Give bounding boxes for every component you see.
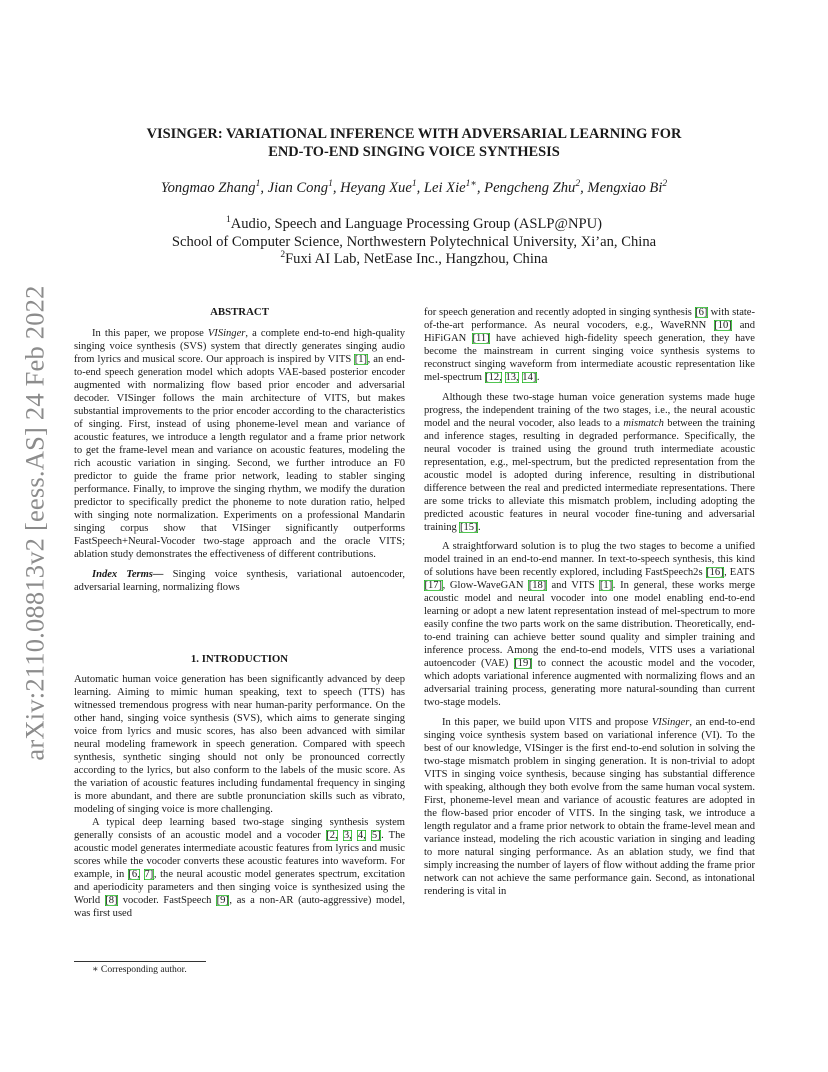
author: Lei Xie$^{1∗}$ — [423, 179, 477, 196]
affiliation-1-school: School of Computer Science, Northwestern Polytechnical University, Xi’an, China — [171, 233, 657, 250]
text-run: , a complete end-to-end high-quality singing voice synthesis (SVS) system that directly generates singing audio from lyrics and musical score. Our approach is inspired by VITS — [74, 328, 405, 366]
affiliation-1: $^1$Audio, Speech and Language Processing Group (ASLP@NPU) — [225, 215, 603, 232]
title-line-1: VISINGER: VARIATIONAL INFERENCE WITH ADVERSARIAL LEARNING FOR — [146, 126, 682, 142]
arxiv-id: arXiv:2110.08813v2 [eess.AS] 24 Feb 2022 — [19, 285, 50, 761]
author: Pengcheng Zhu$^2$ — [484, 179, 581, 196]
footnote: ∗ Corresponding author. — [92, 964, 187, 975]
paper-title — [74, 125, 754, 161]
author: Jian Cong$^1$ — [267, 179, 333, 196]
citation-link[interactable]: 13, — [505, 372, 519, 384]
text-run: , EATS — [724, 567, 755, 579]
author: Yongmao Zhang$^1$ — [160, 179, 261, 196]
right-paragraph-4 — [424, 716, 755, 898]
intro-paragraph-2 — [74, 816, 405, 920]
text-run: , an end-to-end singing voice synthesis system based on variational inference (VI). To the best of our knowledge, VISinger is the first end-to-end solution in solving the two-stage mismatch problem in singing generation. It is non-trivial to adopt VITS in singing voice synthesis, because singing has substantial difference with speaking, although they both evolve from the same human vocal system. First, phoneme-level mean and variance of acoustic features are adopted in the flow-based prior encoder of VITS. In the singing task, we introduce a length regulator and a frame prior network to obtain the frame-level mean and variance instead, modeling the rich acoustic variation in singing and leading to more natural singing performance. As an ablation study, we find that simply increasing the number of layers of flow without adding the frame prior network can not achieve the same performance gain. Second, as intonational rendering is vital in — [424, 716, 755, 898]
citation-link[interactable]: 14] — [522, 372, 537, 384]
intro-body — [74, 673, 405, 920]
emphasis-text: VISinger — [651, 716, 690, 728]
citation-link[interactable]: 3, — [343, 830, 352, 842]
text-run: to connect the acoustic model and the vocoder, which adopts variational inference augmented with normalizing flows and an adversarial training process, generating more natural-sounding than current two-stage models. — [424, 658, 755, 709]
text-run: In this paper, we build upon VITS and propose — [442, 716, 652, 728]
citation-link[interactable]: [6, — [128, 869, 140, 881]
text-run: , an end-to-end speech generation model which adopts VAE-based posterior encoder augmented with normalizing flow based prior encoder and adversarial decoder. VISinger follows the main architecture of VITS, but makes substantial improvements to the prior encoder according to the characteristics of singing. First, instead of using phoneme-level mean and variance of acoustic features, we introduce a length regulator and a frame prior network to get the frame-level mean and variance on acoustic features, modeling the rich acoustic variation in singing. Second, we further introduce an F0 predictor to guide the frame prior network, leading to stabler singing performance. Finally, to improve the singing rhythm, we modify the duration predictor to specifically predict the phoneme to note duration ratio, helped with singing note normalization. Experiments on a professional Mandarin singing corpus show that VISinger significantly outperforms FastSpeech+Neural-Vocoder two-stage approach and the oracle VITS; ablation study demonstrates the effectiveness of different contributions. — [74, 354, 406, 561]
footnote-rule — [74, 961, 206, 962]
author: Mengxiao Bi$^2$ — [587, 179, 668, 196]
affiliation-2: $^2$Fuxi AI Lab, NetEase Inc., Hangzhou, China — [280, 250, 548, 268]
text-run: . In general, these works merge acoustic model and neural vocoder into one model enabling end-to-end learning or adopt a new latent representation instead of mel-spectrum to more easily confine the two parts work on the same distribution. Theoretically, end-to-end training can achieve better sound quality and simpler training and inference process. Among the end-to-end models, VITS uses a variational autoencoder (VAE) — [424, 580, 755, 670]
citation-link[interactable]: 7] — [144, 869, 154, 881]
right-paragraph-2 — [424, 391, 755, 534]
citation-link[interactable]: [15] — [459, 521, 478, 533]
text-run: A straightforward solution is to plug the two stages to become a unified model trained in an end-to-end manner. In text-to-speech synthesis, this kind of solutions have been recently explored, including FastSpeech2s — [424, 541, 755, 579]
emphasis-text: mismatch — [623, 417, 664, 429]
text-run: between the training and inference stages, resulting in degraded performance. Specifically, the neural vocoder is trained using the ground truth intermediate acoustic representation, e.g., mel-spectrum, but the predicted representation from the acoustic model is adopted during inference, resulting in distributional difference between the real and predicted intermediate representations. There are some tricks to alleviate this mismatch problem, including adopting the predicted acoustic features in neural vocoder fine-tuning and adversarial training — [424, 417, 755, 533]
abstract-heading: ABSTRACT — [210, 306, 269, 318]
intro-paragraph-1 — [74, 673, 405, 816]
text-run: Although these two-stage human voice generation systems made huge progress, the independent training of the two stages, i.e., the neural acoustic model and the neural vocoder, also leads to a — [424, 391, 755, 429]
text-run: Automatic human voice generation has been significantly advanced by deep learning. Aiming to mimic human speaking, text to speech (TTS) has witnessed tremendous progress with near human-parity performance. On the other hand, singing voice synthesis (SVS), which aims to generate singing voice from lyrics and music scores, has also been advanced with similar neural modeling framework in speech generation. Compared with speech synthesis, synthetic singing should not only be pronounced correctly according to the lyrics, but also conform to the labels of the music score. As the variation of acoustic features including fundamental frequency in singing is more abundant, and there are subtle pronunciation skills such as vibrato, modeling of singing voice is more challenging. — [74, 674, 405, 816]
text-run: and HiFiGAN — [424, 320, 755, 345]
citation-link[interactable]: [10] — [714, 320, 732, 332]
index-terms: Index Terms— Singing voice synthesis, variational autoencoder, adversarial learning, normalizing flows — [74, 568, 405, 593]
text-run: In this paper, we propose — [92, 328, 208, 339]
text-run: . — [536, 372, 540, 384]
text-run: with state-of-the-art performance. As neural vocoders, e.g., WaveRNN — [424, 307, 755, 332]
author-list: Yongmao Zhang$^1$, Jian Cong$^1$, Heyang Xue$^1$, Lei Xie$^{1∗}$, Pengcheng Zhu$^2$, Mengxiao Bi$^2$ — [160, 179, 668, 196]
citation-link[interactable]: [1] — [354, 354, 368, 366]
abstract-paragraph — [74, 327, 405, 561]
abstract-body — [74, 327, 405, 594]
citation-link[interactable]: [19] — [514, 658, 532, 670]
author: Heyang Xue$^1$ — [340, 179, 417, 196]
text-run: vocoder. FastSpeech — [118, 895, 217, 907]
text-run: A typical deep learning based two-stage singing synthesis system generally consists of an acoustic model and a vocoder — [74, 817, 405, 842]
emphasis-text: VISinger — [207, 328, 246, 339]
citation-link[interactable]: [18] — [528, 580, 547, 592]
text-run: for speech generation and recently adopted in singing synthesis — [424, 307, 695, 318]
right-column — [424, 306, 755, 898]
text-run: . The acoustic model generates intermediate acoustic features from lyrics and music scores while the vocoder converts these acoustic features into waveform. For example, in — [74, 830, 406, 881]
citation-link[interactable]: [2, — [326, 830, 338, 842]
arxiv-watermark — [12, 278, 58, 768]
text-run: , as a non-AR (auto-aggressive) model, was first used — [74, 895, 405, 920]
citation-link[interactable]: [12, — [485, 372, 502, 384]
citation-link[interactable]: [6] — [695, 307, 708, 318]
right-paragraph-1 — [424, 306, 755, 384]
citation-link[interactable]: [11] — [472, 333, 490, 345]
citation-link[interactable]: [8] — [105, 895, 118, 907]
intro-heading: 1. INTRODUCTION — [190, 653, 289, 665]
affiliations — [74, 216, 754, 269]
citation-link[interactable]: 5] — [371, 830, 381, 842]
citation-link[interactable]: [1] — [599, 580, 613, 592]
text-run: and VITS — [546, 580, 600, 592]
title-line-2: END-TO-END SINGING VOICE SYNTHESIS — [268, 144, 560, 160]
text-run: have achieved high-fidelity speech generation, they have become the mainstream in current singing voice synthesis systems to reconstruct singing waveform from intermediate acoustic representation like mel-spectrum — [424, 333, 755, 384]
citation-link[interactable]: [16] — [706, 567, 724, 579]
right-paragraph-3 — [424, 540, 755, 709]
text-run: , the neural acoustic model generates spectrum, excitation and aperiodicity parameters and then singing voice is synthesized using the World — [74, 869, 405, 907]
text-run: . — [478, 521, 481, 533]
citation-link[interactable]: [9] — [216, 895, 229, 907]
citation-link[interactable]: [17] — [424, 580, 443, 592]
citation-link[interactable]: 4, — [357, 830, 366, 842]
text-run: , Glow-WaveGAN — [442, 580, 529, 592]
